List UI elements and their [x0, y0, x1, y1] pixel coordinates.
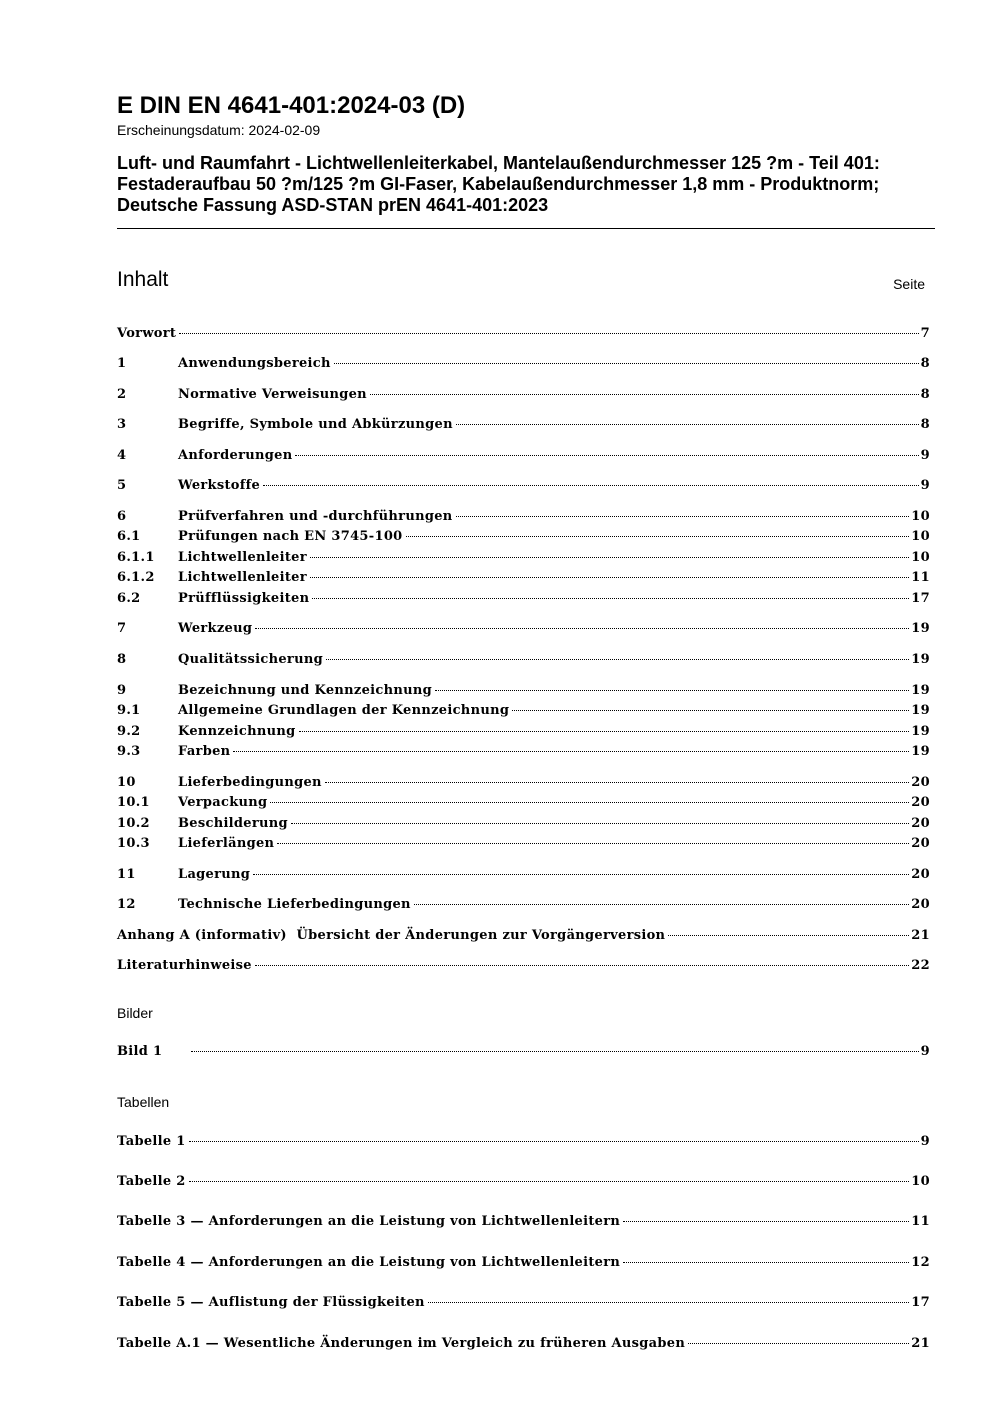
- toc-entry[interactable]: [117, 652, 930, 672]
- table-entry-page: 10: [911, 1174, 930, 1189]
- toc-entry[interactable]: [117, 529, 930, 549]
- toc-leader: [179, 333, 918, 334]
- toc-leader: [291, 823, 909, 824]
- toc-entry-number: 8: [117, 652, 127, 667]
- toc-entry-label: Lieferlängen: [178, 836, 275, 851]
- toc-entry-page: 10: [911, 509, 930, 524]
- toc-title: Inhalt: [117, 268, 169, 291]
- toc-entry-number: 10.2: [117, 816, 150, 831]
- toc-leader: [263, 485, 919, 486]
- toc-leader: [370, 394, 919, 395]
- toc-entry-label: Allgemeine Grundlagen der Kennzeichnung: [178, 703, 510, 718]
- toc-entry-number: 1: [117, 356, 127, 371]
- toc-entry-page: 20: [911, 836, 930, 851]
- toc-leader: [668, 935, 909, 936]
- toc-entry-label: Lichtwellenleiter: [178, 570, 307, 585]
- toc-entry[interactable]: [117, 744, 930, 764]
- toc-entry[interactable]: [117, 958, 930, 978]
- table-entry-page: 12: [911, 1255, 930, 1270]
- toc-entry[interactable]: [117, 478, 930, 498]
- toc-entry-label: Verpackung: [178, 795, 268, 810]
- toc-leader: [270, 802, 909, 803]
- toc-entry-page: 19: [911, 683, 930, 698]
- toc-entry[interactable]: [117, 621, 930, 641]
- toc-entry[interactable]: [117, 703, 930, 723]
- toc-entry-label: Qualitätssicherung: [178, 652, 323, 667]
- toc-entry-page: 20: [911, 867, 930, 882]
- table-entry-label: Tabelle 5 — Auflistung der Flüssigkeiten: [117, 1295, 425, 1310]
- toc-entry-label: Farben: [178, 744, 231, 759]
- toc-leader: [255, 965, 909, 966]
- toc-entry-page: 20: [911, 816, 930, 831]
- toc-leader: [189, 1141, 919, 1142]
- toc-entry-page: 19: [911, 744, 930, 759]
- toc-entry[interactable]: [117, 928, 930, 948]
- table-entry-page: 21: [911, 1336, 930, 1351]
- toc-entry-page: 8: [920, 387, 930, 402]
- toc-entry-label: Beschilderung: [178, 816, 288, 831]
- toc-entry-number: 6.1: [117, 529, 141, 544]
- toc-leader: [310, 557, 909, 558]
- figure-entry[interactable]: [117, 1044, 930, 1064]
- toc-entry-number: 6.1.2: [117, 570, 155, 585]
- toc-entry-label: Werkstoffe: [178, 478, 261, 493]
- toc-entry[interactable]: [117, 897, 930, 917]
- toc-leader: [623, 1221, 909, 1222]
- toc-entry-label: Normative Verweisungen: [178, 387, 367, 402]
- toc-entry-label: Bezeichnung und Kennzeichnung: [178, 683, 432, 698]
- toc-entry-page: 11: [911, 570, 930, 585]
- document-id: E DIN EN 4641-401:2024-03 (D): [117, 92, 466, 119]
- toc-leader: [512, 710, 909, 711]
- toc-entry-number: 6.1.1: [117, 550, 155, 565]
- toc-entry-label: Prüfverfahren und -durchführungen: [178, 509, 453, 524]
- toc-entry-label: Lichtwellenleiter: [178, 550, 307, 565]
- toc-entry-page: 20: [911, 897, 930, 912]
- toc-entry-page: 10: [911, 529, 930, 544]
- toc-entry[interactable]: [117, 816, 930, 836]
- figures-heading: Bilder: [117, 1005, 153, 1021]
- toc-entry-number: 9: [117, 683, 127, 698]
- toc-entry-number: 4: [117, 448, 127, 463]
- table-entry-label: Tabelle 4 — Anforderungen an die Leistung von Lichtwellenleitern: [117, 1255, 621, 1270]
- toc-leader: [299, 731, 910, 732]
- toc-leader: [406, 536, 910, 537]
- toc-entry[interactable]: [117, 417, 930, 437]
- toc-entry[interactable]: [117, 591, 930, 611]
- table-entry[interactable]: [117, 1134, 930, 1154]
- toc-entry[interactable]: [117, 836, 930, 856]
- toc-entry[interactable]: [117, 509, 930, 529]
- toc-entry-page: 9: [920, 448, 930, 463]
- table-entry-label: Tabelle A.1 — Wesentliche Änderungen im Vergleich zu früheren Ausgaben: [117, 1336, 686, 1351]
- toc-entry-number: 9.1: [117, 703, 141, 718]
- toc-entry-number: 11: [117, 867, 136, 882]
- toc-entry-number: 5: [117, 478, 127, 493]
- toc-entry-page: 20: [911, 795, 930, 810]
- toc-entry-page: 20: [911, 775, 930, 790]
- table-entry-page: 9: [920, 1134, 930, 1149]
- toc-entry[interactable]: [117, 683, 930, 703]
- toc-leader: [435, 690, 909, 691]
- table-entry[interactable]: [117, 1336, 930, 1356]
- toc-entry-number: 9.2: [117, 724, 141, 739]
- table-entry-page: 17: [911, 1295, 930, 1310]
- toc-leader: [688, 1343, 909, 1344]
- toc-entry[interactable]: [117, 356, 930, 376]
- toc-entry-label: Prüfungen nach EN 3745-100: [178, 529, 403, 544]
- document-title: Luft- und Raumfahrt - Lichtwellenleiterkabel, Mantelaußendurchmesser 125 ?m - Teil 401: Festaderaufbau 50 ?m/125 ?m GI-Faser, Kabelaußendurchmesser 1,8 mm - Produktnorm; Deutsche Fassung ASD-STAN prEN 4641-401:2023: [117, 153, 880, 215]
- tables-heading: Tabellen: [117, 1094, 170, 1110]
- toc-entry-page: 21: [911, 928, 930, 943]
- toc-leader: [295, 455, 918, 456]
- title-divider: [117, 228, 935, 229]
- toc-entry-page: 9: [920, 478, 930, 493]
- toc-entry[interactable]: [117, 550, 930, 570]
- toc-leader: [414, 904, 909, 905]
- document-header: [117, 92, 935, 216]
- toc-entry-page: 17: [911, 591, 930, 606]
- table-entry[interactable]: [117, 1174, 930, 1194]
- figure-entry-label: Bild 1: [117, 1044, 163, 1059]
- table-entry-label: Tabelle 3 — Anforderungen an die Leistung von Lichtwellenleitern: [117, 1214, 621, 1229]
- toc-leader: [253, 874, 909, 875]
- table-entry-label: Tabelle 1: [117, 1134, 186, 1149]
- table-entry[interactable]: [117, 1295, 930, 1315]
- toc-leader: [334, 363, 919, 364]
- toc-entry-page: 19: [911, 724, 930, 739]
- toc-leader: [191, 1051, 919, 1052]
- toc-heading: [117, 268, 929, 292]
- toc-entry-number: 3: [117, 417, 127, 432]
- toc-entry[interactable]: [117, 724, 930, 744]
- toc-entry-label: Vorwort: [117, 326, 177, 341]
- toc-leader: [623, 1262, 909, 1263]
- toc-entry-number: 12: [117, 897, 136, 912]
- toc-entry-label: Lagerung: [178, 867, 251, 882]
- toc-entry-number: 6: [117, 509, 127, 524]
- toc-entry-page: 22: [911, 958, 930, 973]
- toc-entry[interactable]: [117, 775, 930, 795]
- table-entry-page: 11: [911, 1214, 930, 1229]
- toc-entry-label: Anforderungen: [178, 448, 293, 463]
- toc-leader: [428, 1302, 909, 1303]
- toc-entry-number: 10.3: [117, 836, 150, 851]
- toc-entry[interactable]: [117, 326, 930, 346]
- toc-leader: [255, 628, 909, 629]
- toc-entry[interactable]: [117, 448, 930, 468]
- toc-leader: [310, 577, 909, 578]
- toc-entry-label: Begriffe, Symbole und Abkürzungen: [178, 417, 453, 432]
- toc-entry[interactable]: [117, 867, 930, 887]
- toc-entry-label: Anhang A (informativ) Übersicht der Änderungen zur Vorgängerversion: [117, 928, 666, 943]
- toc-entry-label: Lieferbedingungen: [178, 775, 322, 790]
- toc-entry-number: 7: [117, 621, 127, 636]
- toc-entry-page: 8: [920, 417, 930, 432]
- toc-leader: [277, 843, 909, 844]
- toc-entry-label: Werkzeug: [178, 621, 253, 636]
- toc-leader: [456, 424, 919, 425]
- toc-entry-number: 2: [117, 387, 127, 402]
- toc-leader: [233, 751, 909, 752]
- toc-leader: [456, 516, 910, 517]
- toc-entry-page: 19: [911, 621, 930, 636]
- toc-entry-page: 7: [920, 326, 930, 341]
- toc-entry-label: Literaturhinweise: [117, 958, 252, 973]
- table-entry[interactable]: [117, 1255, 930, 1275]
- table-entry-label: Tabelle 2: [117, 1174, 186, 1189]
- toc-leader: [312, 598, 909, 599]
- toc-entry-label: Prüfflüssigkeiten: [178, 591, 310, 606]
- toc-leader: [189, 1181, 910, 1182]
- toc-leader: [325, 782, 909, 783]
- toc-leader: [326, 659, 909, 660]
- toc-entry-page: 19: [911, 703, 930, 718]
- toc-entry-label: Technische Lieferbedingungen: [178, 897, 411, 912]
- toc-entry-page: 19: [911, 652, 930, 667]
- toc-entry-page: 8: [920, 356, 930, 371]
- toc-entry[interactable]: [117, 795, 930, 815]
- toc-entry-page: 10: [911, 550, 930, 565]
- toc-page-label: Seite: [893, 276, 925, 292]
- toc-entry-label: Kennzeichnung: [178, 724, 296, 739]
- toc-entry-number: 9.3: [117, 744, 141, 759]
- toc-entry-number: 10: [117, 775, 136, 790]
- figure-entry-page: 9: [920, 1044, 930, 1059]
- table-entry[interactable]: [117, 1214, 930, 1234]
- toc-entry-number: 10.1: [117, 795, 150, 810]
- toc-entry[interactable]: [117, 387, 930, 407]
- toc-entry-number: 6.2: [117, 591, 141, 606]
- toc-entry[interactable]: [117, 570, 930, 590]
- toc-entry-label: Anwendungsbereich: [178, 356, 331, 371]
- publication-date: Erscheinungsdatum: 2024-02-09: [117, 122, 321, 138]
